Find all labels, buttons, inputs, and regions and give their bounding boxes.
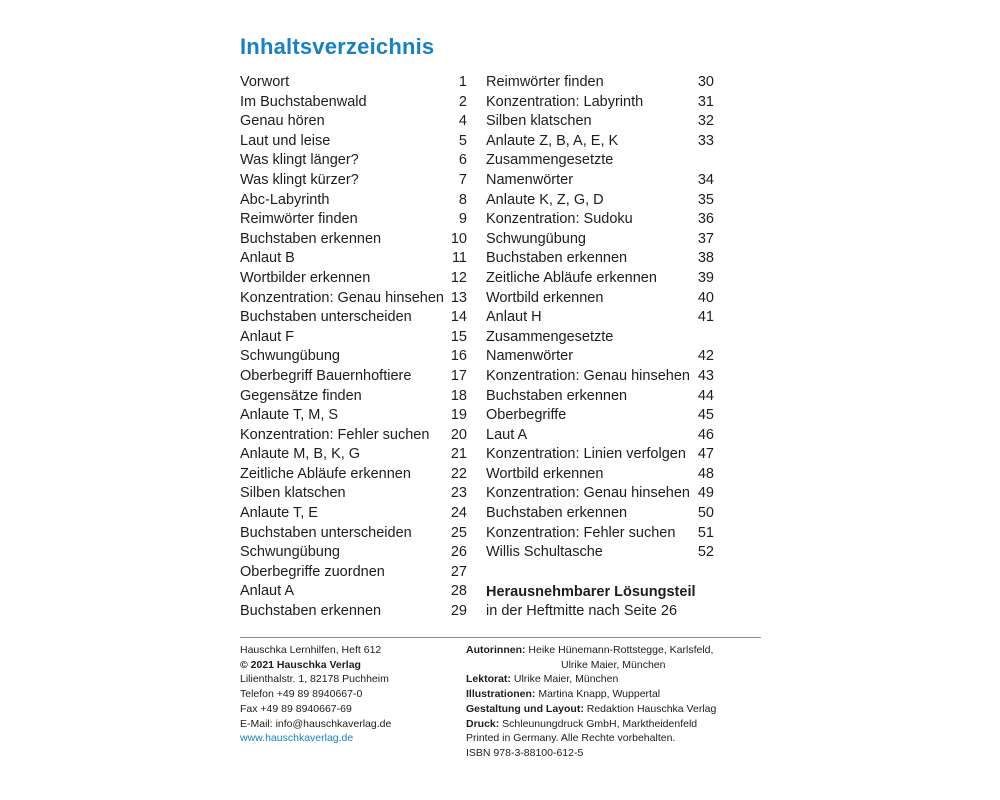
toc-entry-page: 48 [697, 465, 714, 482]
toc-entry-label: Buchstaben erkennen [486, 250, 628, 267]
toc-row [486, 524, 714, 544]
toc-entry-page: 16 [450, 348, 467, 365]
footer-line [466, 643, 761, 658]
toc-entry-page: 13 [450, 289, 467, 306]
toc-entry-page: 27 [450, 563, 467, 580]
solutions-note-title: Herausnehmbarer Lösungsteil [486, 583, 696, 600]
toc-entry-label: Buchstaben erkennen [486, 387, 628, 404]
toc-entry-label: Oberbegriff Bauernhoftiere [240, 367, 412, 384]
toc-row [240, 93, 467, 113]
toc-row [240, 426, 467, 446]
toc-row [240, 210, 467, 230]
toc-entry-page: 40 [697, 289, 714, 306]
toc-entry-label: Anlaut F [240, 328, 294, 345]
toc-column-left [240, 73, 467, 622]
toc-entry-label: Silben klatschen [486, 113, 592, 130]
toc-entry-label: Buchstaben unterscheiden [240, 309, 412, 326]
toc-entry-label: Buchstaben erkennen [240, 603, 382, 620]
toc-entry-label: Laut A [486, 426, 528, 443]
toc-entry-page: 14 [450, 309, 467, 326]
toc-entry-label: Zusammengesetzte [486, 328, 614, 345]
toc-entry-page: 17 [450, 367, 467, 384]
toc-entry-page: 8 [458, 191, 467, 208]
imprint-publisher-block [240, 643, 466, 761]
toc-entry-page: 5 [458, 132, 467, 149]
toc-entry-label: Anlaut A [240, 583, 295, 600]
toc-entry-label: Anlaute M, B, K, G [240, 446, 361, 463]
toc-row [486, 406, 714, 426]
footer-text: Ulrike Maier, München [510, 673, 619, 686]
toc-row [240, 289, 467, 309]
toc-row [486, 426, 714, 446]
toc-row [486, 367, 714, 387]
publisher-url: www.hauschkaverlag.de [240, 732, 354, 745]
toc-entry-label: Wortbild erkennen [486, 465, 604, 482]
footer-line [466, 687, 761, 702]
toc-entry-page: 20 [450, 426, 467, 443]
toc-entry-page: 12 [450, 269, 467, 286]
toc-row [486, 484, 714, 504]
toc-entry-label: Gegensätze finden [240, 387, 362, 404]
footer-line: Printed in Germany. Alle Rechte vorbehalten. [466, 732, 676, 745]
solutions-note-text: in der Heftmitte nach Seite 26 [486, 603, 678, 620]
footer-line: ISBN 978-3-88100-612-5 [466, 746, 584, 759]
toc-row [240, 445, 467, 465]
toc-row [240, 249, 467, 269]
solutions-note [486, 583, 714, 622]
toc-row [486, 465, 714, 485]
toc-entry-label: Oberbegriffe zuordnen [240, 563, 385, 580]
toc-column-right [486, 73, 714, 622]
toc-entry-label: Anlaute T, E [240, 505, 318, 522]
toc-entry-label: Buchstaben erkennen [240, 230, 382, 247]
toc-row [486, 210, 714, 230]
toc-row [240, 504, 467, 524]
toc-entry-label: Namenwörter [486, 348, 574, 365]
toc-row [486, 249, 714, 269]
footer-line: Telefon +49 89 8940667-0 [240, 688, 363, 701]
toc-row [240, 171, 467, 191]
toc-entry-page: 31 [697, 93, 714, 110]
toc-entry-label: Schwungübung [240, 348, 340, 365]
toc-entry-label: Anlaute Z, B, A, E, K [486, 132, 619, 149]
toc-entry-label: Schwungübung [240, 544, 340, 561]
toc-row [486, 93, 714, 113]
toc-row [486, 387, 714, 407]
footer-line: Lilienthalstr. 1, 82178 Puchheim [240, 673, 389, 686]
toc-row [486, 171, 714, 191]
toc-entry-page: 1 [458, 74, 467, 90]
toc-entry-page: 51 [697, 524, 714, 541]
toc-entry-page: 18 [450, 387, 467, 404]
footer-text: Heike Hünemann-Rottstegge, Karlsfeld, [525, 644, 714, 656]
imprint-footer [240, 637, 761, 761]
toc-entry-page: 37 [697, 230, 714, 247]
toc-row [486, 151, 714, 171]
toc-entry-label: Anlaut B [240, 250, 295, 267]
toc-entry-label: Zeitliche Abläufe erkennen [486, 269, 657, 286]
toc-row [486, 328, 714, 348]
toc-right-rows [486, 73, 714, 563]
footer-line: E-Mail: info@hauschkaverlag.de [240, 717, 392, 730]
toc-row [486, 230, 714, 250]
toc-entry-page: 43 [697, 367, 714, 384]
toc-entry-page: 34 [697, 171, 714, 188]
toc-entry-page: 47 [697, 446, 714, 463]
toc-row [240, 328, 467, 348]
toc-row [240, 563, 467, 583]
toc-entry-label: Zeitliche Abläufe erkennen [240, 465, 411, 482]
page-title: Inhaltsverzeichnis [240, 34, 435, 59]
toc-row [240, 347, 467, 367]
footer-line [466, 717, 761, 732]
toc-entry-page: 46 [697, 426, 714, 443]
footer-label: Lektorat: [466, 673, 511, 686]
toc-entry-page: 52 [697, 544, 714, 561]
toc-row [240, 151, 467, 171]
toc-entry-page: 2 [458, 93, 467, 110]
toc-entry-page: 33 [697, 132, 714, 149]
toc-entry-label: Oberbegriffe [486, 407, 567, 424]
toc-entry-page: 39 [697, 269, 714, 286]
toc-entry-label: Vorwort [240, 74, 290, 90]
footer-label: Illustrationen: [466, 688, 536, 701]
toc-entry-label: Anlaute T, M, S [240, 407, 339, 424]
toc-entry-label: Namenwörter [486, 171, 574, 188]
toc-row [240, 524, 467, 544]
toc-entry-page: 15 [450, 328, 467, 345]
toc-row [486, 132, 714, 152]
toc-entry-page: 28 [450, 583, 467, 600]
toc-entry-label: Schwungübung [486, 230, 586, 247]
toc-entry-label: Konzentration: Genau hinsehen [486, 485, 690, 502]
toc-row [486, 112, 714, 132]
toc-entry-page: 24 [450, 505, 467, 522]
toc-row [240, 602, 467, 622]
toc-row [486, 308, 714, 328]
toc-entry-page: 22 [450, 465, 467, 482]
footer-label: Druck: [466, 717, 500, 730]
toc-entry-page: 42 [697, 348, 714, 365]
toc-row [240, 191, 467, 211]
toc-entry-page: 26 [450, 544, 467, 561]
toc-entry-page: 30 [697, 74, 714, 90]
toc-row [486, 73, 714, 93]
toc-entry-label: Was klingt länger? [240, 152, 359, 169]
toc-entry-label: Wortbild erkennen [486, 289, 604, 306]
toc-row [240, 387, 467, 407]
toc-entry-label: Konzentration: Genau hinsehen [240, 289, 444, 306]
toc-entry-label: Konzentration: Linien verfolgen [486, 446, 686, 463]
toc-row [240, 484, 467, 504]
toc-entry-page: 35 [697, 191, 714, 208]
toc-entry-page: 7 [458, 171, 467, 188]
toc-entry-page: 44 [697, 387, 714, 404]
toc-entry-label: Anlaut H [486, 309, 542, 326]
toc-row [486, 269, 714, 289]
toc-entry-label: Konzentration: Fehler suchen [240, 426, 430, 443]
footer-label: Autorinnen: [466, 644, 526, 656]
toc-entry-page: 10 [450, 230, 467, 247]
toc-entry-page: 50 [697, 505, 714, 522]
toc-entry-page: 4 [458, 113, 467, 130]
toc-row [486, 504, 714, 524]
toc-entry-label: Laut und leise [240, 132, 331, 149]
footer-line: © 2021 Hauschka Verlag [240, 658, 361, 671]
toc-entry-label: Abc-Labyrinth [240, 191, 330, 208]
table-of-contents [240, 73, 714, 622]
toc-entry-label: Konzentration: Labyrinth [486, 93, 644, 110]
toc-entry-label: Reimwörter finden [240, 211, 358, 228]
toc-entry-label: Willis Schultasche [486, 544, 603, 561]
toc-row [486, 543, 714, 563]
imprint-credits-block [466, 643, 761, 761]
toc-entry-page: 19 [450, 407, 467, 424]
toc-entry-page [708, 151, 714, 171]
footer-line [466, 702, 761, 717]
toc-entry-page: 38 [697, 250, 714, 267]
footer-line: Hauschka Lernhilfen, Heft 612 [240, 644, 382, 656]
footer-text: Martina Knapp, Wuppertal [535, 688, 661, 701]
toc-entry-label: Wortbilder erkennen [240, 269, 371, 286]
footer-label: Gestaltung und Layout: [466, 702, 584, 715]
toc-entry-page: 9 [458, 211, 467, 228]
footer-line [466, 672, 761, 687]
toc-row [240, 543, 467, 563]
toc-entry-page: 49 [697, 485, 714, 502]
toc-entry-label: Konzentration: Sudoku [486, 211, 633, 228]
toc-row [486, 289, 714, 309]
toc-entry-label: Konzentration: Genau hinsehen [486, 367, 690, 384]
toc-row [240, 367, 467, 387]
toc-row [486, 347, 714, 367]
toc-entry-label: Was klingt kürzer? [240, 171, 359, 188]
footer-line: Ulrike Maier, München [561, 658, 666, 671]
toc-row [240, 230, 467, 250]
toc-row [240, 112, 467, 132]
toc-row [486, 445, 714, 465]
toc-entry-page: 32 [697, 113, 714, 130]
toc-entry-page: 45 [697, 407, 714, 424]
toc-entry-page: 29 [450, 603, 467, 620]
toc-row [240, 308, 467, 328]
footer-line: Fax +49 89 8940667-69 [240, 702, 352, 715]
toc-row [240, 406, 467, 426]
toc-entry-label: Zusammengesetzte [486, 152, 614, 169]
toc-entry-label: Im Buchstabenwald [240, 93, 367, 110]
toc-entry-page: 6 [458, 152, 467, 169]
toc-entry-label: Buchstaben erkennen [486, 505, 628, 522]
toc-entry-label: Reimwörter finden [486, 74, 604, 90]
toc-entry-label: Silben klatschen [240, 485, 346, 502]
footer-text: Schleunungdruck GmbH, Marktheidenfeld [499, 717, 698, 730]
toc-row [240, 269, 467, 289]
toc-entry-label: Genau hören [240, 113, 325, 130]
toc-entry-page: 25 [450, 524, 467, 541]
toc-row [240, 465, 467, 485]
toc-entry-page [708, 328, 714, 348]
toc-entry-label: Buchstaben unterscheiden [240, 524, 412, 541]
toc-row [240, 73, 467, 93]
toc-row [486, 191, 714, 211]
toc-row [240, 582, 467, 602]
toc-entry-page: 11 [451, 250, 467, 267]
toc-entry-label: Konzentration: Fehler suchen [486, 524, 676, 541]
toc-entry-page: 23 [450, 485, 467, 502]
footer-text: Redaktion Hauschka Verlag [583, 702, 717, 715]
toc-entry-page: 36 [697, 211, 714, 228]
toc-entry-label: Anlaute K, Z, G, D [486, 191, 604, 208]
toc-entry-page: 41 [697, 309, 714, 326]
toc-row [240, 132, 467, 152]
toc-entry-page: 21 [450, 446, 467, 463]
